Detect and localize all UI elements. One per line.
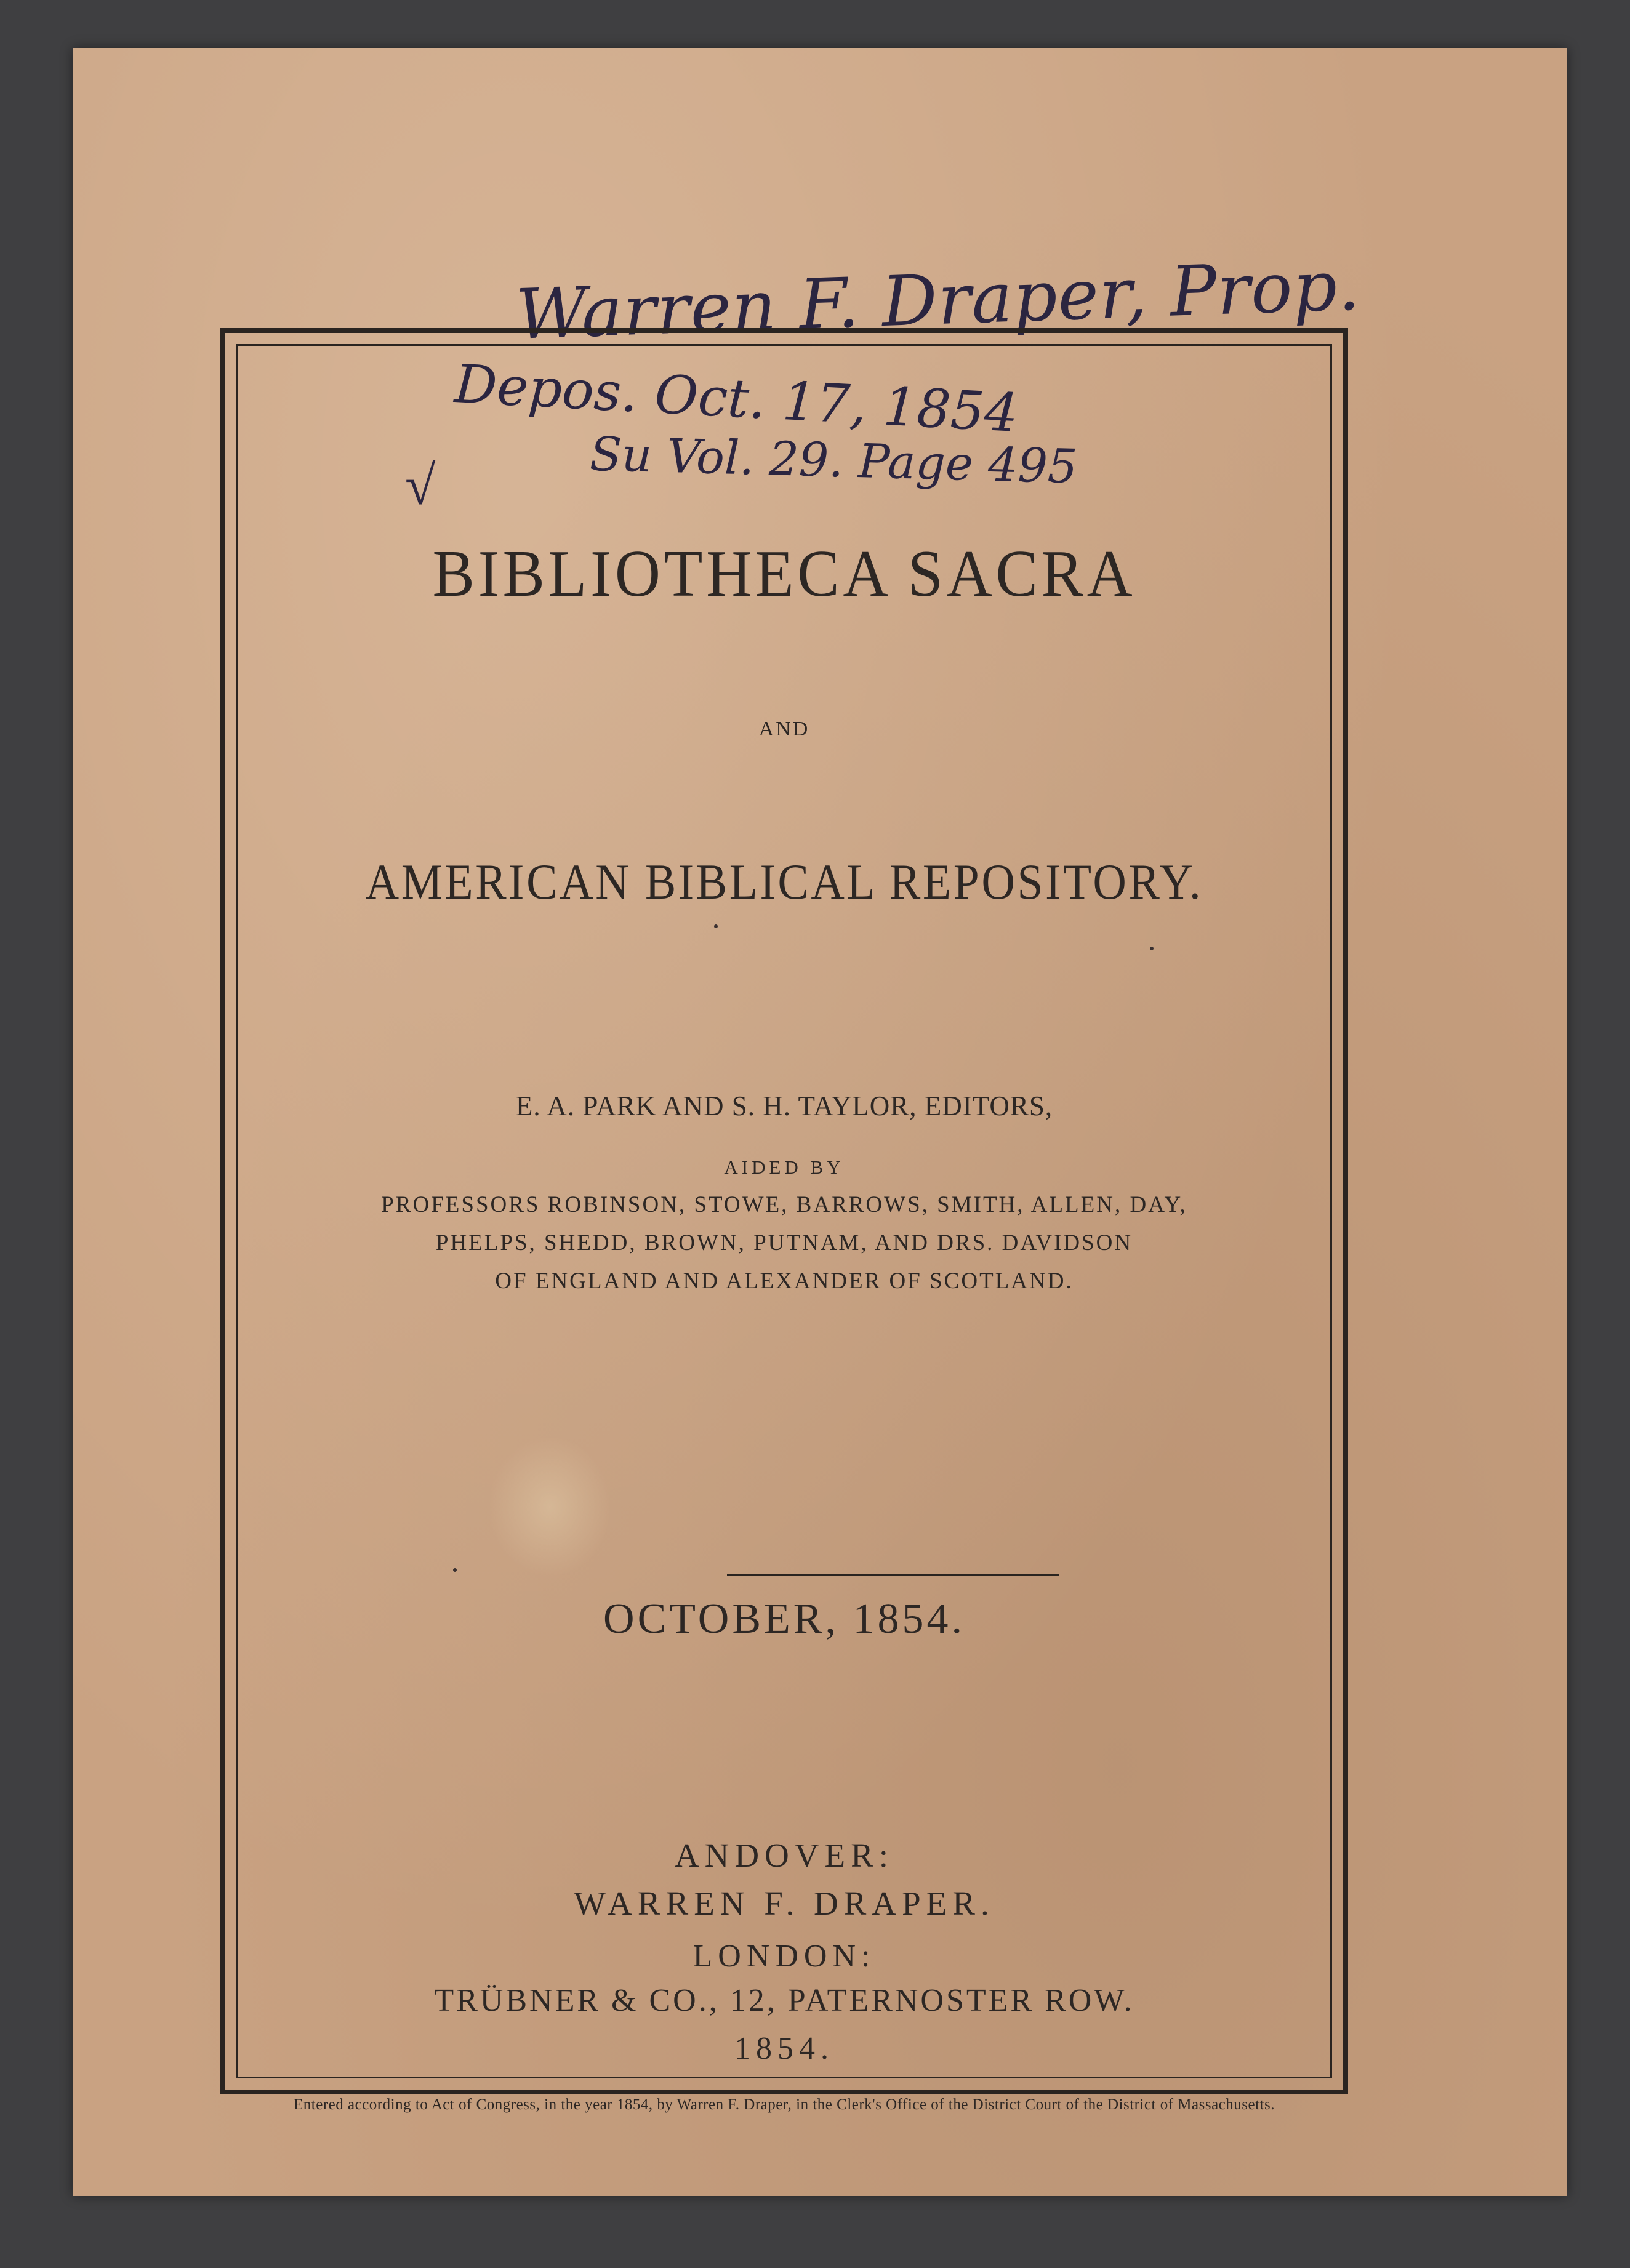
handwritten-proprietor: Warren F. Draper, Prop. <box>515 246 1362 355</box>
professors-line-3: OF ENGLAND AND ALEXANDER OF SCOTLAND. <box>495 1268 1074 1294</box>
speck <box>453 1568 457 1572</box>
publisher-name-draper: WARREN F. DRAPER. <box>574 1885 995 1922</box>
aided-by-line: AIDED BY <box>724 1156 845 1178</box>
publisher-name-trubner: TRÜBNER & CO., 12, PATERNOSTER ROW. <box>434 1983 1134 2018</box>
speck <box>714 924 718 928</box>
title-sub: AMERICAN BIBLICAL REPOSITORY. <box>365 854 1203 910</box>
professors-line-1: PROFESSORS ROBINSON, STOWE, BARROWS, SMITH, ALLEN, DAY, <box>381 1192 1187 1217</box>
speck <box>1150 947 1154 950</box>
date-rule <box>727 1574 1059 1576</box>
publisher-city-andover: ANDOVER: <box>674 1837 894 1874</box>
check-mark: √ <box>405 455 436 516</box>
document-page <box>73 48 1567 2196</box>
handwritten-deposit-date: Depos. Oct. 17, 1854 <box>453 353 1020 444</box>
title-conjunction: AND <box>758 718 810 740</box>
copyright-notice: Entered according to Act of Congress, in the year 1854, by Warren F. Draper, in the Clerk's Office of the District Court of the District of Massachusetts. <box>294 2096 1275 2113</box>
page-border <box>220 328 1348 2094</box>
publication-year: 1854. <box>734 2031 834 2066</box>
professors-line-2: PHELPS, SHEDD, BROWN, PUTNAM, AND DRS. DAVIDSON <box>435 1230 1133 1256</box>
handwritten-volume-page: Su Vol. 29. Page 495 <box>588 426 1078 494</box>
publisher-city-london: LONDON: <box>693 1939 876 1974</box>
title-main: BIBLIOTHECA SACRA <box>432 537 1136 611</box>
editors-line: E. A. PARK AND S. H. TAYLOR, EDITORS, <box>515 1091 1053 1121</box>
issue-date: OCTOBER, 1854. <box>603 1595 965 1643</box>
